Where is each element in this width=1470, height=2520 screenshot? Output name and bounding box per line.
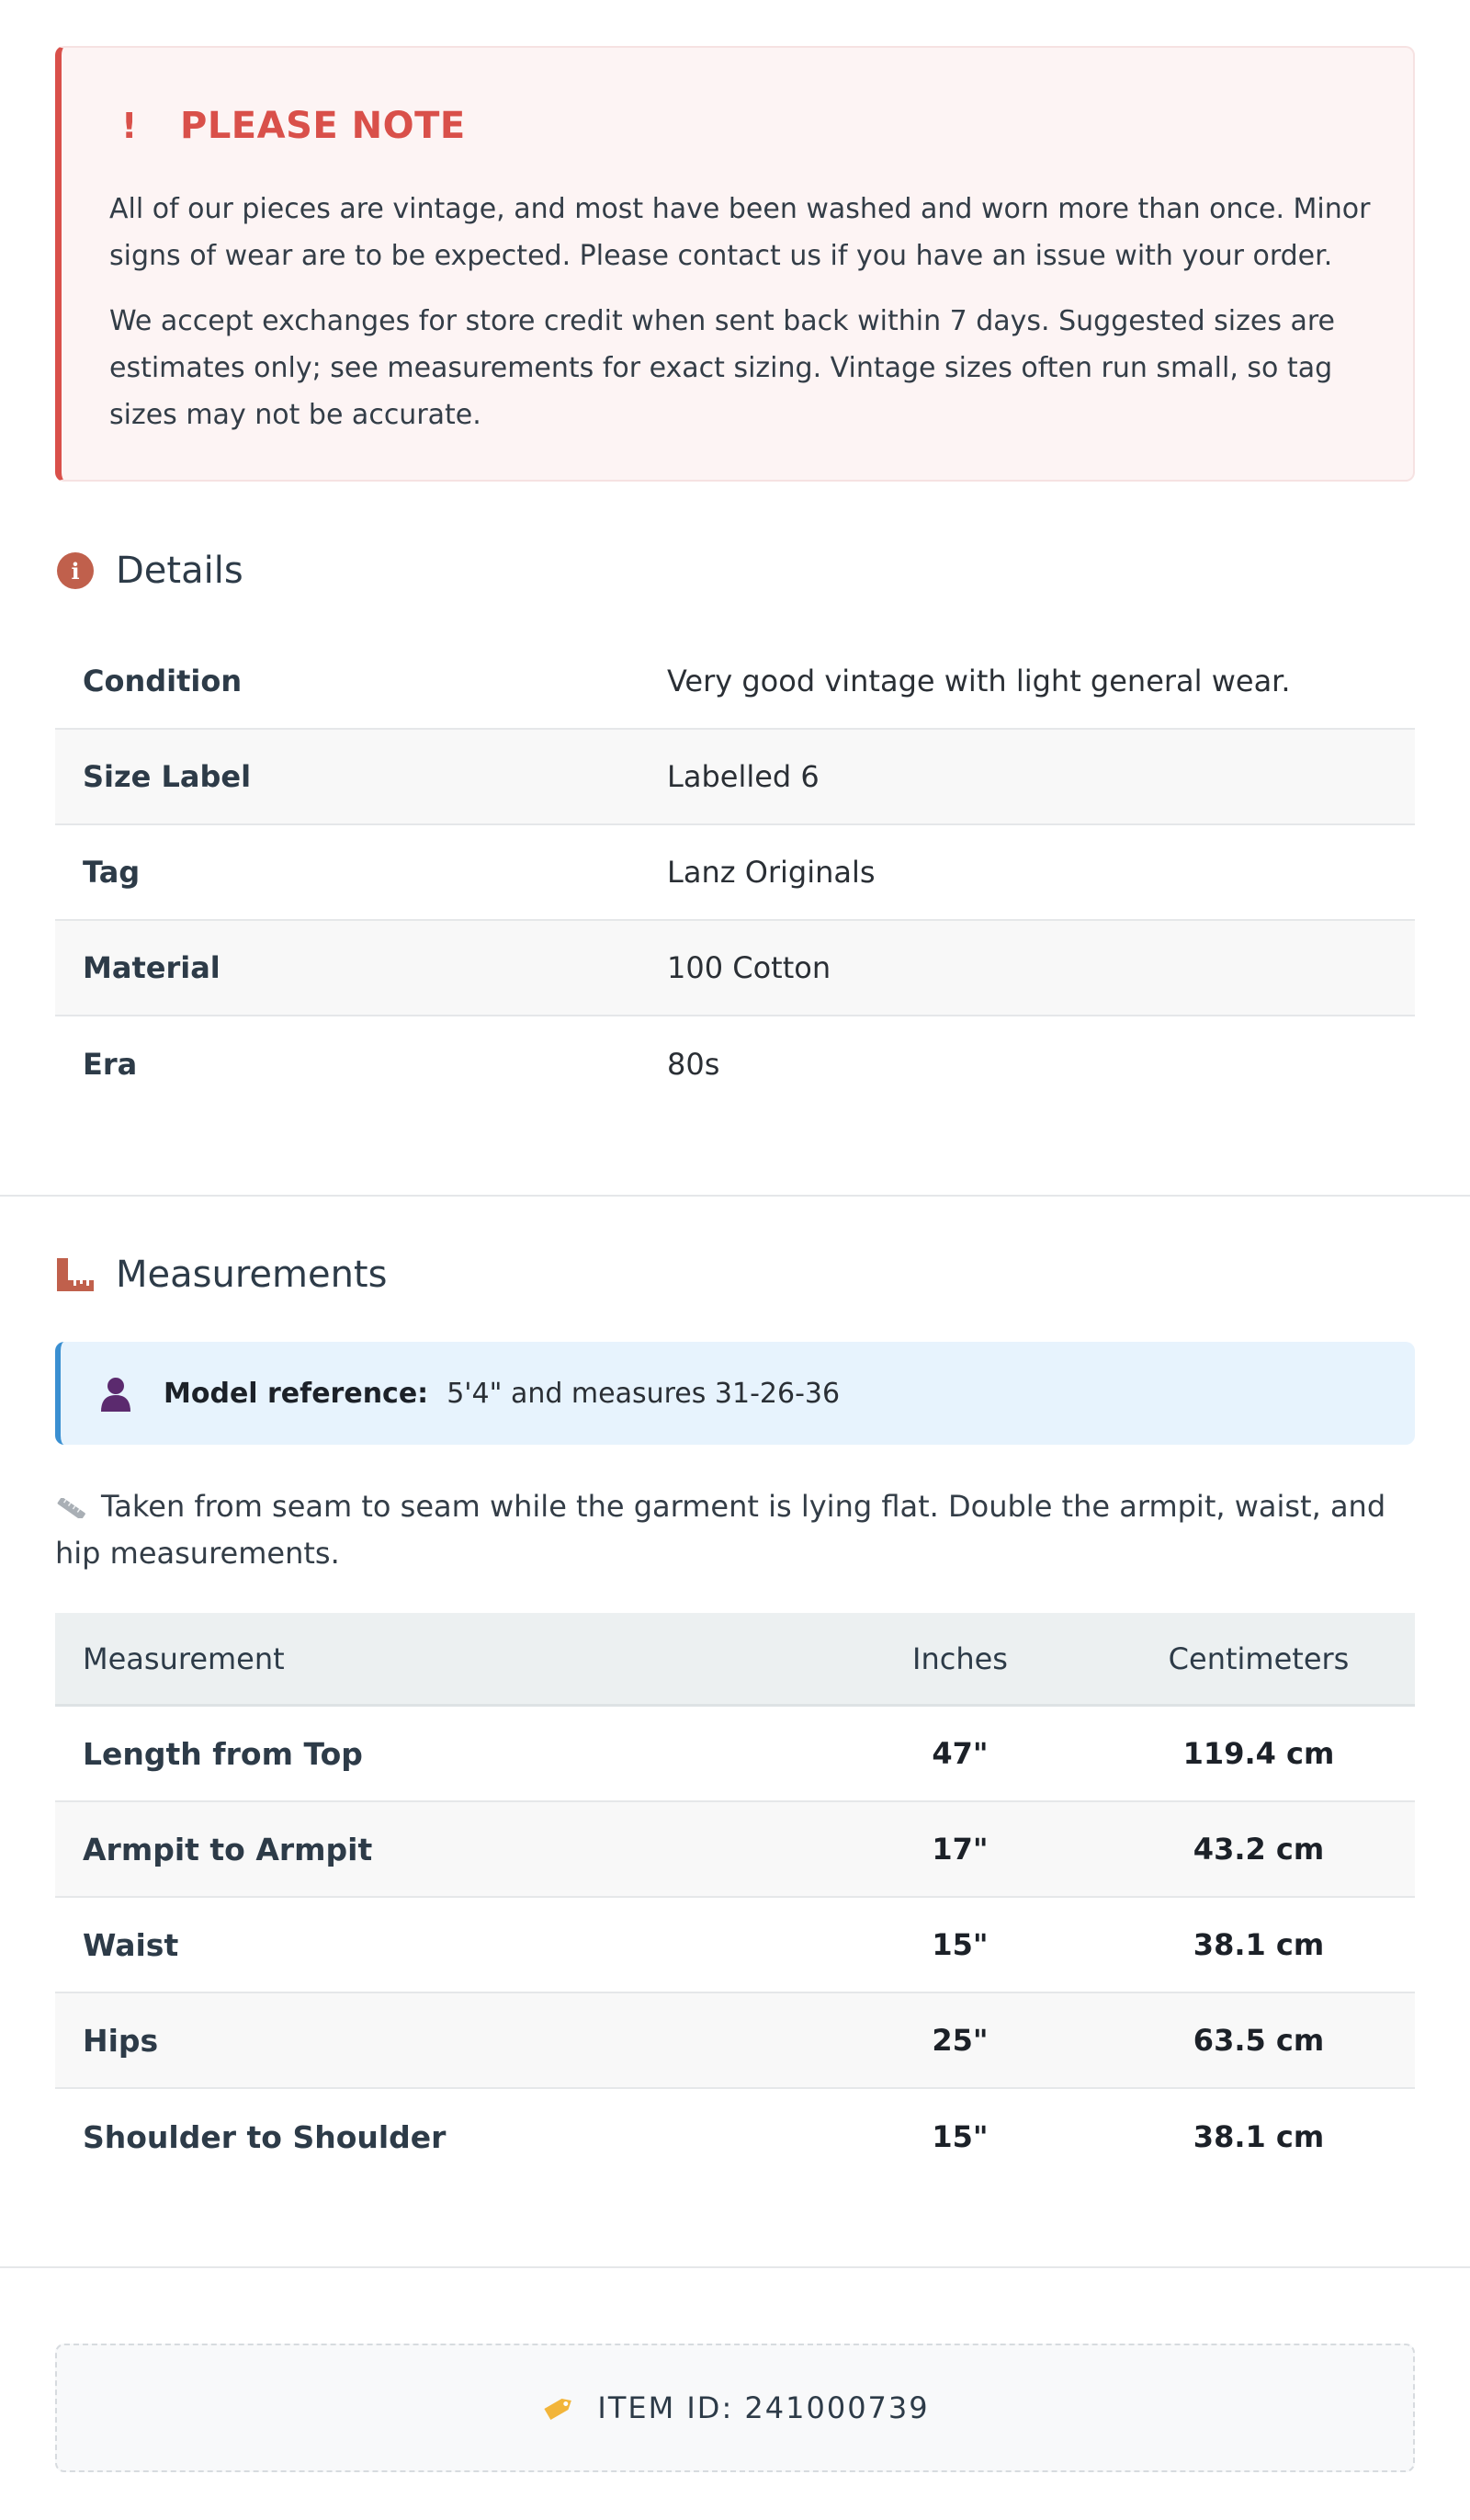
measurements-header bbox=[55, 1254, 387, 1296]
person-icon bbox=[99, 1375, 132, 1412]
table-row bbox=[55, 1993, 1415, 2089]
measurements-table bbox=[55, 1613, 1415, 2185]
measurement-inches: 47" bbox=[932, 1736, 989, 1771]
model-reference-box bbox=[55, 1342, 1415, 1445]
table-row bbox=[55, 1707, 1415, 1802]
item-id-label: ITEM ID: 241000739 bbox=[597, 2390, 930, 2425]
item-id-box bbox=[55, 2344, 1415, 2472]
column-header-inches: Inches bbox=[912, 1640, 1008, 1676]
price-tag-icon bbox=[540, 2394, 577, 2422]
measurement-cm: 119.4 cm bbox=[1182, 1736, 1335, 1771]
details-key: Tag bbox=[83, 855, 141, 890]
column-header-centimeters: Centimeters bbox=[1168, 1640, 1350, 1676]
details-value: Very good vintage with light general wear. bbox=[667, 664, 1291, 698]
section-divider bbox=[0, 2266, 1470, 2268]
details-value: 100 Cotton bbox=[667, 950, 831, 985]
table-row bbox=[55, 1898, 1415, 1993]
flat-note-text: Taken from seam to seam while the garment is lying flat. Double the armpit, waist, and hip measurements. bbox=[55, 1489, 1386, 1571]
measurement-name: Length from Top bbox=[83, 1735, 363, 1772]
details-title: Details bbox=[116, 550, 243, 592]
details-value: Lanz Originals bbox=[667, 855, 876, 890]
details-value: 80s bbox=[667, 1047, 720, 1082]
details-row bbox=[55, 730, 1415, 825]
measurement-inches: 17" bbox=[932, 1832, 989, 1867]
measurement-name: Hips bbox=[83, 2022, 159, 2059]
exclamation-icon: ! bbox=[121, 106, 138, 146]
table-row bbox=[55, 2089, 1415, 2185]
straight-ruler-icon bbox=[55, 1498, 88, 1518]
model-reference-value: 5'4" and measures 31-26-36 bbox=[447, 1377, 841, 1410]
measurement-cm: 38.1 cm bbox=[1193, 2119, 1325, 2154]
details-key: Material bbox=[83, 950, 220, 985]
measurement-cm: 43.2 cm bbox=[1193, 1832, 1325, 1867]
info-icon: i bbox=[55, 551, 96, 591]
details-value: Labelled 6 bbox=[667, 759, 820, 794]
measurement-inches: 15" bbox=[932, 2119, 989, 2154]
measurement-name: Waist bbox=[83, 1926, 179, 1963]
measurement-inches: 15" bbox=[932, 1927, 989, 1962]
details-row bbox=[55, 825, 1415, 921]
notice-paragraph-1: All of our pieces are vintage, and most have been washed and worn more than once. Minor signs of wear are to be expected. Please contact us if you have an issue with your order. bbox=[109, 193, 1371, 272]
measurement-cm: 63.5 cm bbox=[1193, 2023, 1325, 2058]
measurement-cm: 38.1 cm bbox=[1193, 1927, 1325, 1962]
details-table bbox=[55, 634, 1415, 1112]
notice-box bbox=[55, 46, 1415, 482]
measurements-title: Measurements bbox=[116, 1254, 388, 1296]
model-reference-label: Model reference: bbox=[164, 1377, 429, 1410]
section-divider bbox=[0, 1195, 1470, 1197]
details-row bbox=[55, 634, 1415, 730]
measurement-name: Armpit to Armpit bbox=[83, 1831, 373, 1867]
column-header-measurement: Measurement bbox=[83, 1640, 285, 1676]
measurements-table-header bbox=[55, 1613, 1415, 1707]
details-key: Era bbox=[83, 1047, 138, 1082]
details-row bbox=[55, 1016, 1415, 1112]
table-row bbox=[55, 1802, 1415, 1898]
notice-title: PLEASE NOTE bbox=[180, 105, 466, 147]
measurement-inches: 25" bbox=[932, 2023, 989, 2058]
details-key: Size Label bbox=[83, 759, 252, 794]
flat-measurement-note bbox=[55, 1483, 1415, 1577]
details-key: Condition bbox=[83, 664, 243, 698]
notice-paragraph-2: We accept exchanges for store credit when sent back within 7 days. Suggested sizes are estimates only; see measurements for exact sizing. Vintage sizes often run small, so tag sizes may not be accurate. bbox=[109, 305, 1336, 431]
measurement-name: Shoulder to Shoulder bbox=[83, 2118, 447, 2155]
details-row bbox=[55, 921, 1415, 1016]
notice-header bbox=[121, 105, 466, 147]
ruler-icon bbox=[55, 1254, 96, 1295]
details-header bbox=[55, 550, 243, 592]
